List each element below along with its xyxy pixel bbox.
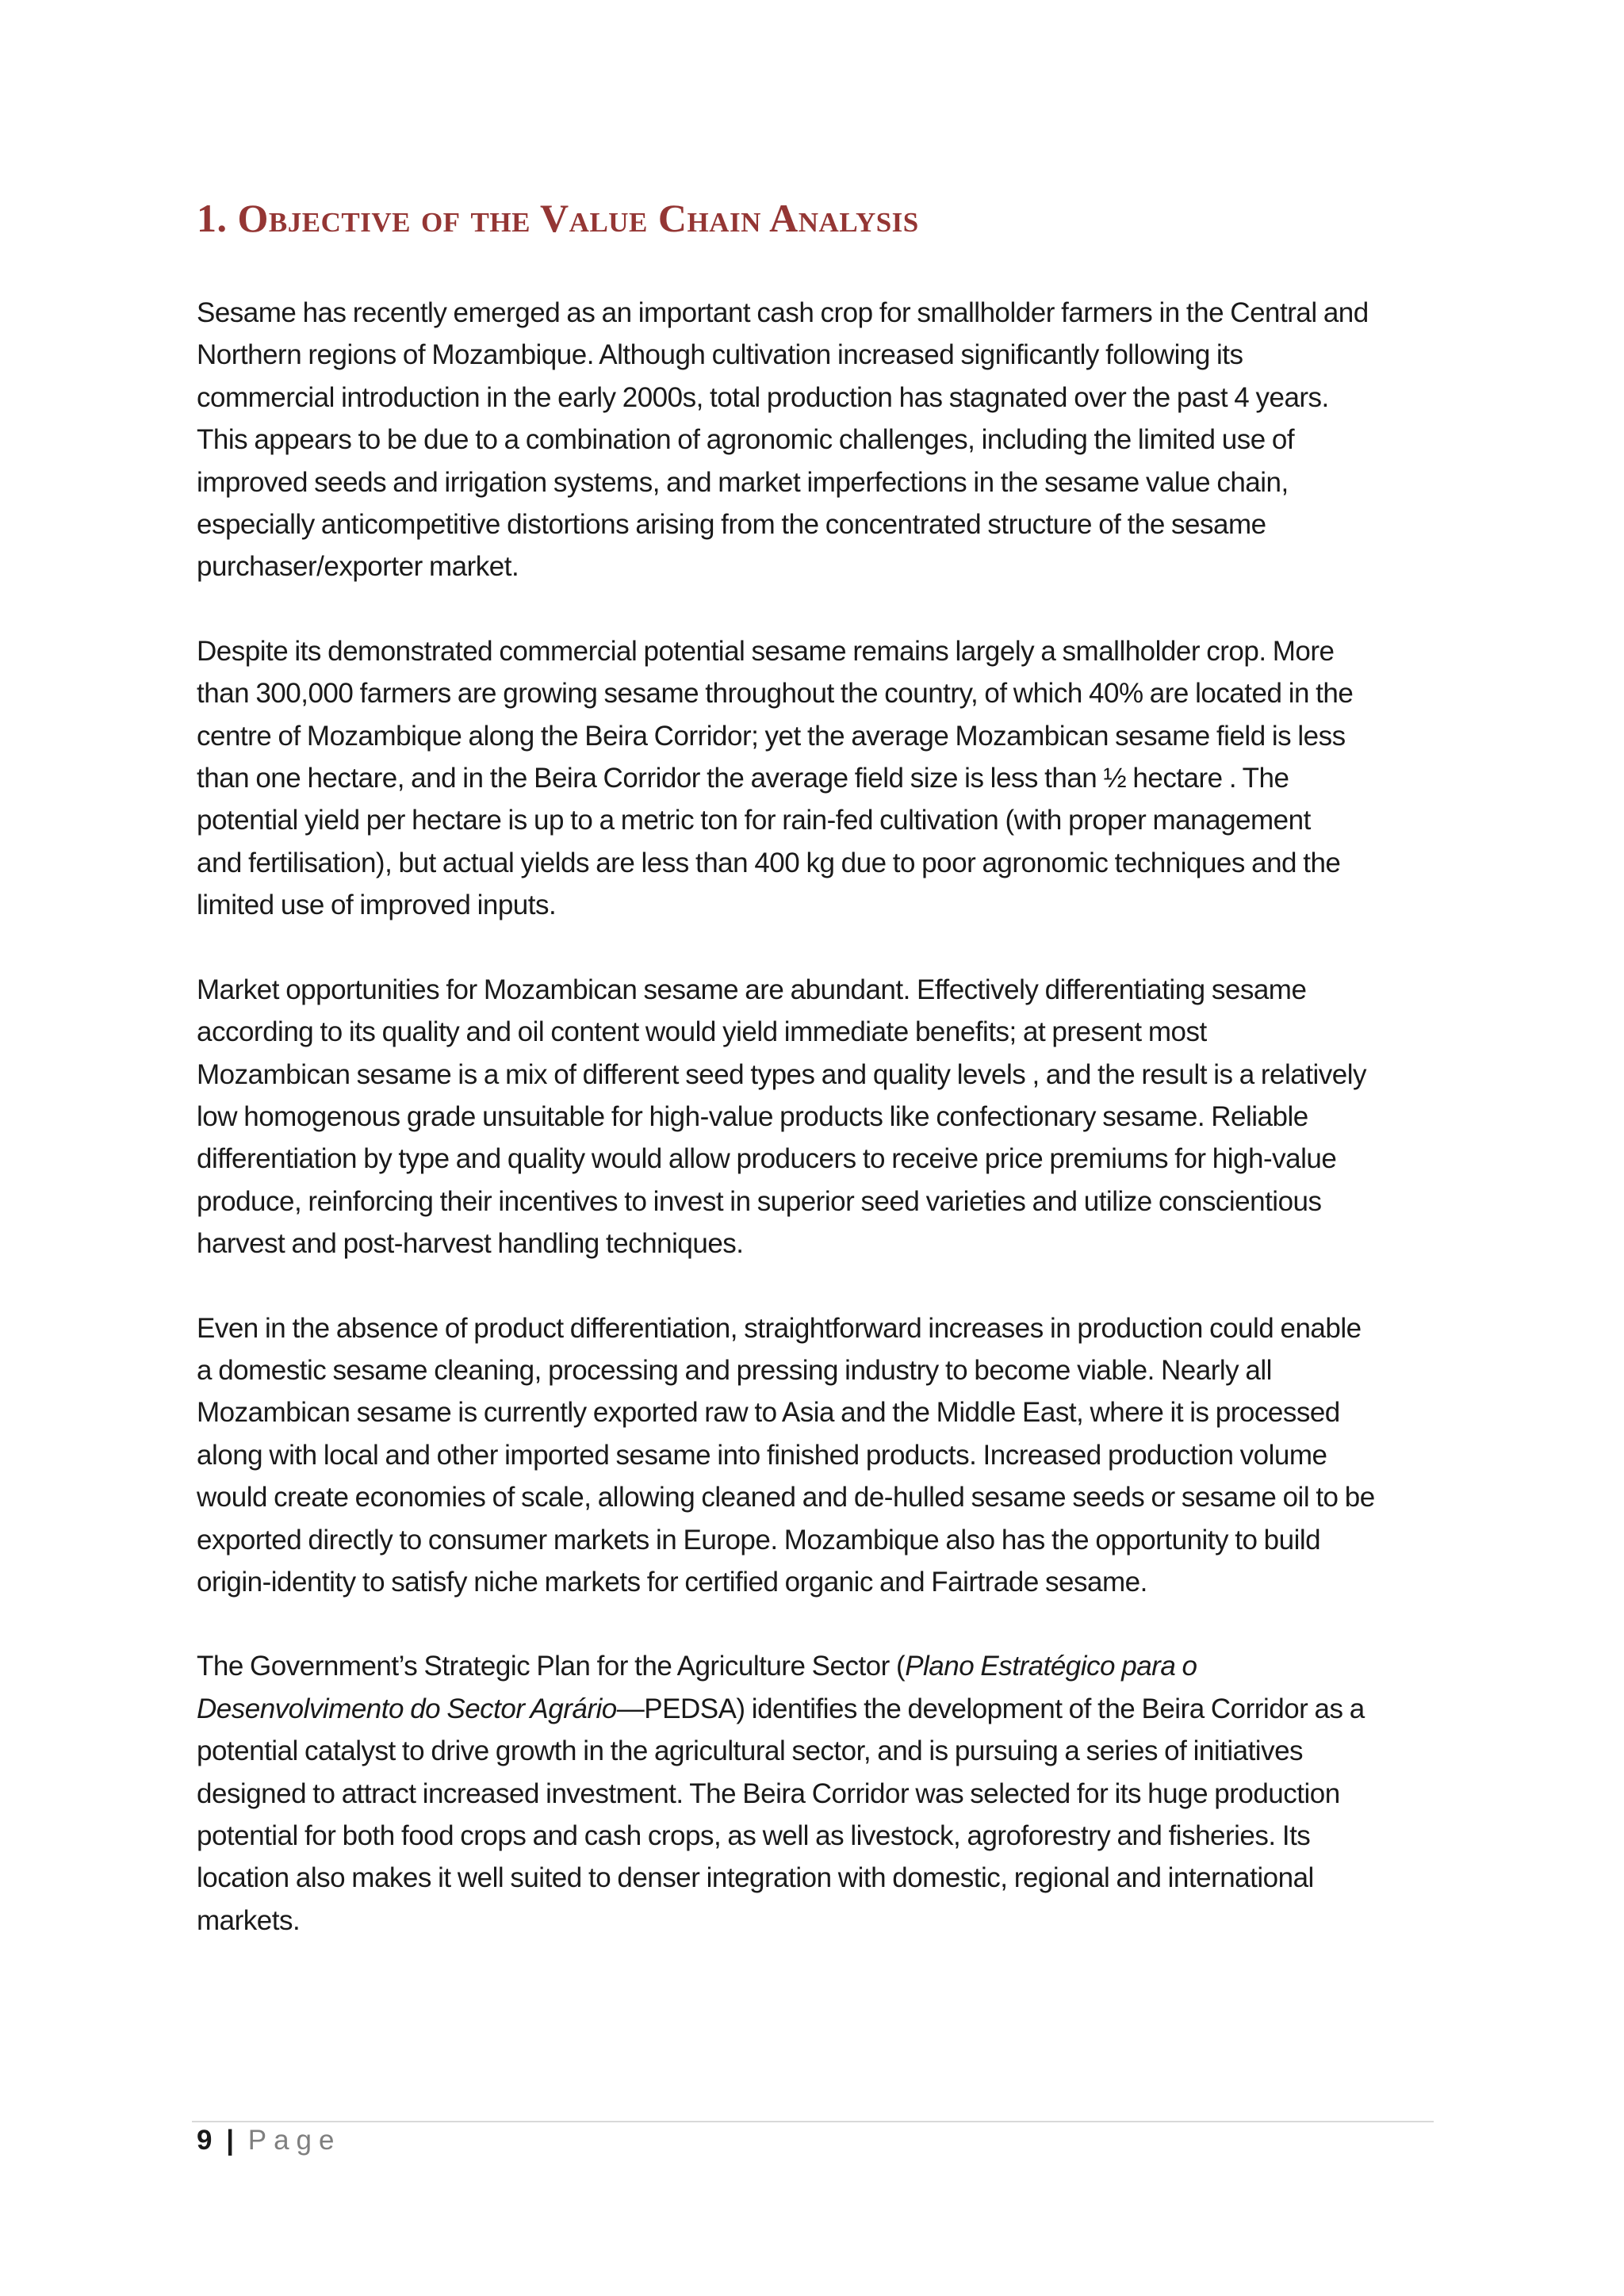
text-line: location also makes it well suited to denser integration with domestic, regional and international (197, 1862, 1314, 1894)
italic-title-part: Desenvolvimento do Sector Agrário (197, 1693, 617, 1724)
section-number: 1. (197, 196, 228, 240)
text-line: along with local and other imported sesame into finished products. Increased production volume (197, 1439, 1327, 1471)
text-line: origin-identity to satisfy niche markets for certified organic and Fairtrade sesame. (197, 1566, 1147, 1598)
text-line: purchaser/exporter market. (197, 551, 519, 583)
text-line: potential yield per hectare is up to a metric ton for rain-fed cultivation (with proper management (197, 805, 1311, 836)
text-line: harvest and post-harvest handling techniques. (197, 1228, 744, 1260)
text-line: Mozambican sesame is currently exported raw to Asia and the Middle East, where it is processed (197, 1397, 1340, 1429)
text-run: The Government’s Strategic Plan for the Agriculture Sector ( (197, 1651, 906, 1682)
text-line: than one hectare, and in the Beira Corridor the average field size is less than ½ hectare . The (197, 763, 1289, 794)
paragraph-1 (197, 292, 1434, 588)
text-line: Mozambican sesame is a mix of different seed types and quality levels , and the result is a relatively (197, 1058, 1366, 1090)
text-line: and fertilisation), but actual yields are less than 400 kg due to poor agronomic techniques and the (197, 847, 1341, 878)
text-line: exported directly to consumer markets in Europe. Mozambique also has the opportunity to build (197, 1524, 1321, 1556)
text-line: potential catalyst to drive growth in the agricultural sector, and is pursuing a series of initiatives (197, 1735, 1304, 1767)
text-line: low homogenous grade unsuitable for high-value products like confectionary sesame. Reliable (197, 1100, 1308, 1132)
text-line: a domestic sesame cleaning, processing and pressing industry to become viable. Nearly all (197, 1354, 1272, 1386)
text-line: than 300,000 farmers are growing sesame throughout the country, of which 40% are located in the (197, 678, 1354, 710)
text-line: commercial introduction in the early 2000s, total production has stagnated over the past 4 years. (197, 381, 1329, 413)
text-line: differentiation by type and quality would allow producers to receive price premiums for high-value (197, 1143, 1337, 1175)
page-label: Page (247, 2125, 342, 2156)
body-text (197, 292, 1434, 1984)
footer-separator: | (226, 2125, 234, 2156)
paragraph-2 (197, 630, 1434, 927)
text-line: Despite its demonstrated commercial potential sesame remains largely a smallholder crop. More (197, 635, 1335, 667)
text-line: improved seeds and irrigation systems, and market imperfections in the sesame value chain, (197, 466, 1289, 498)
paragraph-5 (197, 1645, 1434, 1942)
section-heading (197, 195, 919, 241)
text-line: according to its quality and oil content would yield immediate benefits; at present most (197, 1016, 1207, 1048)
text-line (197, 1645, 1434, 1687)
page-footer (197, 2125, 341, 2156)
text-line: This appears to be due to a combination of agronomic challenges, including the limited use of (197, 424, 1295, 456)
paragraph-3 (197, 969, 1434, 1265)
text-line: markets. (197, 1904, 301, 1936)
text-line: centre of Mozambique along the Beira Corridor; yet the average Mozambican sesame field is less (197, 720, 1346, 752)
text-line: potential for both food crops and cash crops, as well as livestock, agroforestry and fisheries. Its (197, 1820, 1311, 1851)
text-line: Northern regions of Mozambique. Although cultivation increased significantly following its (197, 339, 1243, 371)
text-line: limited use of improved inputs. (197, 890, 557, 921)
text-line: Market opportunities for Mozambican sesame are abundant. Effectively differentiating sesame (197, 974, 1307, 1005)
text-line: would create economies of scale, allowing cleaned and de-hulled sesame seeds or sesame oil to be (197, 1482, 1375, 1513)
footer-divider (192, 2121, 1434, 2122)
text-line (197, 1688, 1434, 1730)
text-line: Even in the absence of product differentiation, straightforward increases in production could enable (197, 1312, 1362, 1344)
text-line: designed to attract increased investment. The Beira Corridor was selected for its huge production (197, 1777, 1340, 1809)
text-line: produce, reinforcing their incentives to invest in superior seed varieties and utilize conscientious (197, 1185, 1322, 1217)
italic-title-part: Plano Estratégico para o (905, 1651, 1197, 1682)
text-run: —PEDSA) identifies the development of the Beira Corridor as a (616, 1693, 1365, 1724)
text-line: Sesame has recently emerged as an important cash crop for smallholder farmers in the Central and (197, 297, 1369, 328)
text-line: especially anticompetitive distortions arising from the concentrated structure of the sesame (197, 509, 1266, 541)
page-number: 9 (197, 2125, 213, 2156)
paragraph-4 (197, 1307, 1434, 1604)
section-title: Objective of the Value Chain Analysis (237, 196, 919, 240)
